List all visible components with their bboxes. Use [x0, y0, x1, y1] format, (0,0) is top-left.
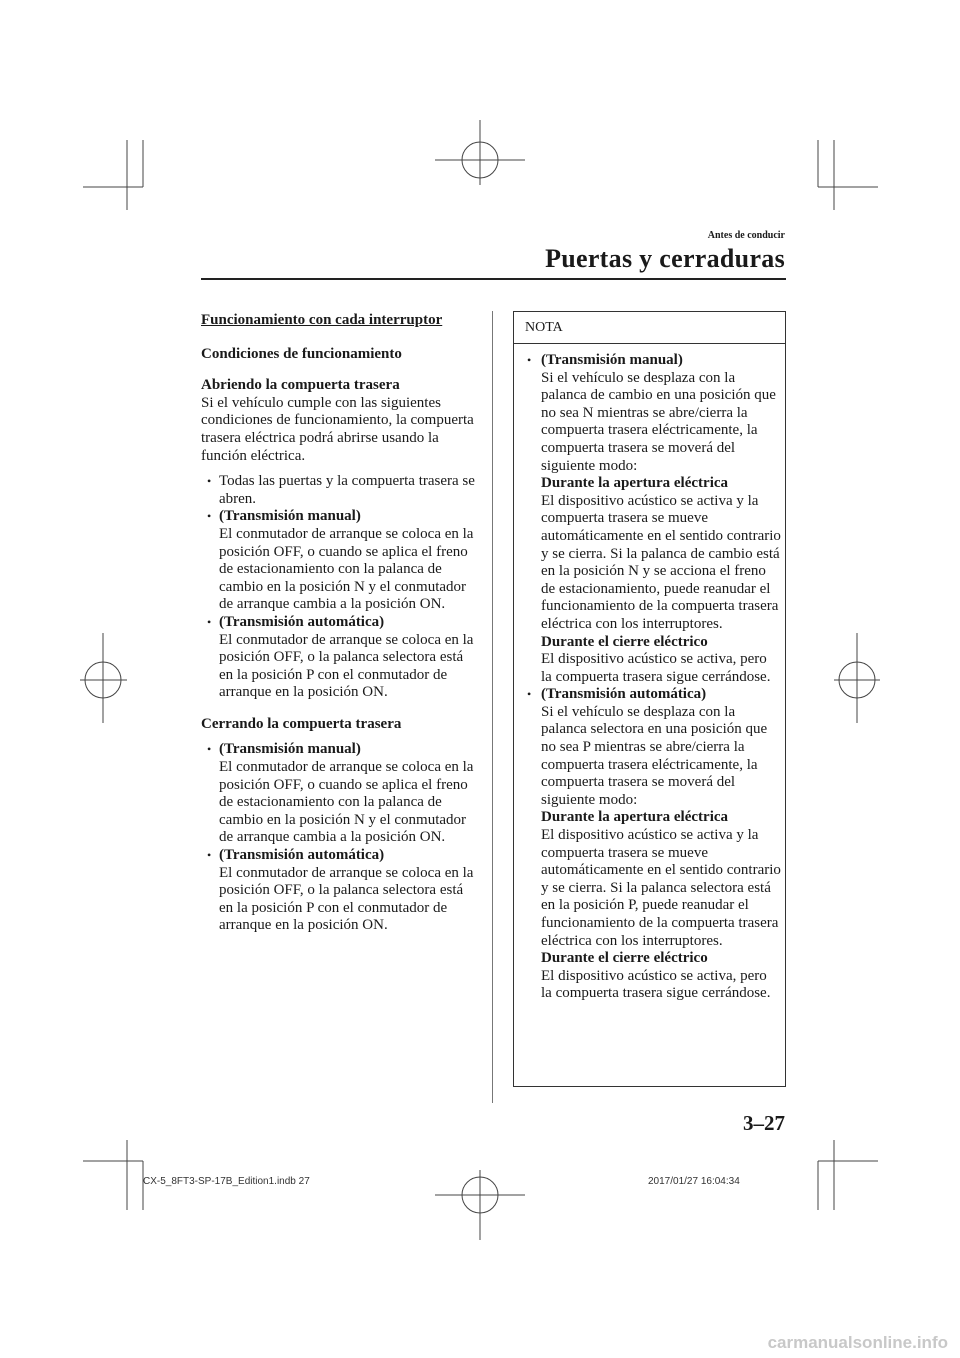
list-item-text: El conmutador de arranque se coloca en la posición OFF, o la palanca selectora está en la posición P con el conmutador de arranque en la posición ON. — [219, 631, 474, 701]
closing-conditions-list — [201, 741, 476, 935]
opening-conditions-list — [201, 473, 476, 702]
closing-title: Cerrando la compuerta trasera — [201, 715, 402, 732]
list-item — [205, 847, 476, 935]
list-item — [205, 508, 476, 614]
bullet-icon: • — [207, 474, 212, 489]
bullet-icon: • — [207, 614, 212, 629]
list-item-label: (Transmisión manual) — [219, 741, 361, 758]
footer-file: CX-5_8FT3-SP-17B_Edition1.indb 27 — [143, 1176, 310, 1187]
nota-opening-title: Durante la apertura eléctrica — [541, 475, 729, 492]
header-chapter: Puertas y cerraduras — [545, 244, 785, 273]
header-section: Antes de conducir — [707, 230, 785, 241]
opening-title: Abriendo la compuerta trasera — [201, 377, 400, 394]
bullet-icon: • — [207, 742, 212, 757]
footer-timestamp: 2017/01/27 16:04:34 — [648, 1176, 740, 1187]
opening-intro: Si el vehículo cumple con las siguientes condiciones de funcionamiento, la compuerta trasera eléctrica podrá abrirse usando la función eléctrica. — [201, 394, 474, 464]
list-item-text: El conmutador de arranque se coloca en la posición OFF, o cuando se aplica el freno de estacionamiento con la palanca de cambio en la posición N y el conmutador de arranque cambia a la posición ON. — [219, 759, 474, 846]
list-item — [205, 741, 476, 847]
nota-closing-title: Durante el cierre eléctrico — [541, 950, 708, 967]
nota-closing-text: El dispositivo acústico se activa, pero la compuerta trasera sigue cerrándose. — [541, 651, 771, 685]
bullet-icon: • — [527, 353, 532, 367]
watermark: carmanualsonline.info — [767, 1333, 948, 1352]
nota-item — [523, 352, 781, 686]
nota-title: NOTA — [513, 311, 786, 344]
bullet-icon: • — [207, 848, 212, 863]
nota-opening-title: Durante la apertura eléctrica — [541, 809, 729, 826]
header-rule — [201, 278, 786, 280]
nota-item-intro: Si el vehículo se desplaza con la palanca selectora en una posición que no sea P mientras se abre/cierra la compuerta trasera eléctricamente, la compuerta trasera se moverá del siguiente modo: — [541, 703, 768, 808]
list-item-text: El conmutador de arranque se coloca en la posición OFF, o la palanca selectora está en la posición P con el conmutador de arranque en la posición ON. — [219, 864, 474, 934]
list-item-label: (Transmisión automática) — [219, 613, 385, 630]
list-item-text: El conmutador de arranque se coloca en la posición OFF, o cuando se aplica el freno de estacionamiento con la palanca de cambio en la posición N y el conmutador de arranque cambia a la posición ON. — [219, 525, 474, 613]
list-item — [205, 473, 476, 508]
nota-item-intro: Si el vehículo se desplaza con la palanca de cambio en una posición que no sea N mientras se abre/cierra la compuerta trasera eléctricamente, la compuerta trasera se moverá del siguiente modo: — [541, 369, 776, 474]
list-item-text: Todas las puertas y la compuerta trasera se abren. — [219, 473, 475, 507]
nota-item-label: (Transmisión automática) — [541, 686, 707, 703]
list-item-label: (Transmisión manual) — [219, 508, 361, 525]
left-column — [201, 312, 476, 935]
page-number: 3–27 — [743, 1111, 785, 1135]
nota-opening-text: El dispositivo acústico se activa y la compuerta trasera se mueve automáticamente en el sentido contrario y se cierra. Si la palanca selectora está en la posición P, puede reanudar el funcionamiento de la compuerta trasera eléctrica con los interruptores. — [541, 827, 781, 949]
list-item — [205, 614, 476, 702]
column-divider — [492, 311, 493, 1103]
conditions-title: Condiciones de funcionamiento — [201, 345, 402, 362]
section-title: Funcionamiento con cada interruptor — [201, 312, 443, 328]
nota-item — [523, 686, 781, 1003]
nota-closing-title: Durante el cierre eléctrico — [541, 633, 708, 650]
nota-body — [523, 352, 781, 1003]
nota-opening-text: El dispositivo acústico se activa y la compuerta trasera se mueve automáticamente en el sentido contrario y se cierra. Si la palanca de cambio está en la posición N y se acciona el freno de estacionamiento, puede reanudar el funcionamiento de la compuerta trasera eléctrica con los interruptores. — [541, 492, 781, 632]
bullet-icon: • — [527, 687, 532, 702]
nota-closing-text: El dispositivo acústico se activa, pero la compuerta trasera sigue cerrándose. — [541, 967, 771, 1002]
list-item-label: (Transmisión automática) — [219, 847, 385, 864]
nota-item-label: (Transmisión manual) — [541, 352, 683, 368]
bullet-icon: • — [207, 509, 212, 524]
